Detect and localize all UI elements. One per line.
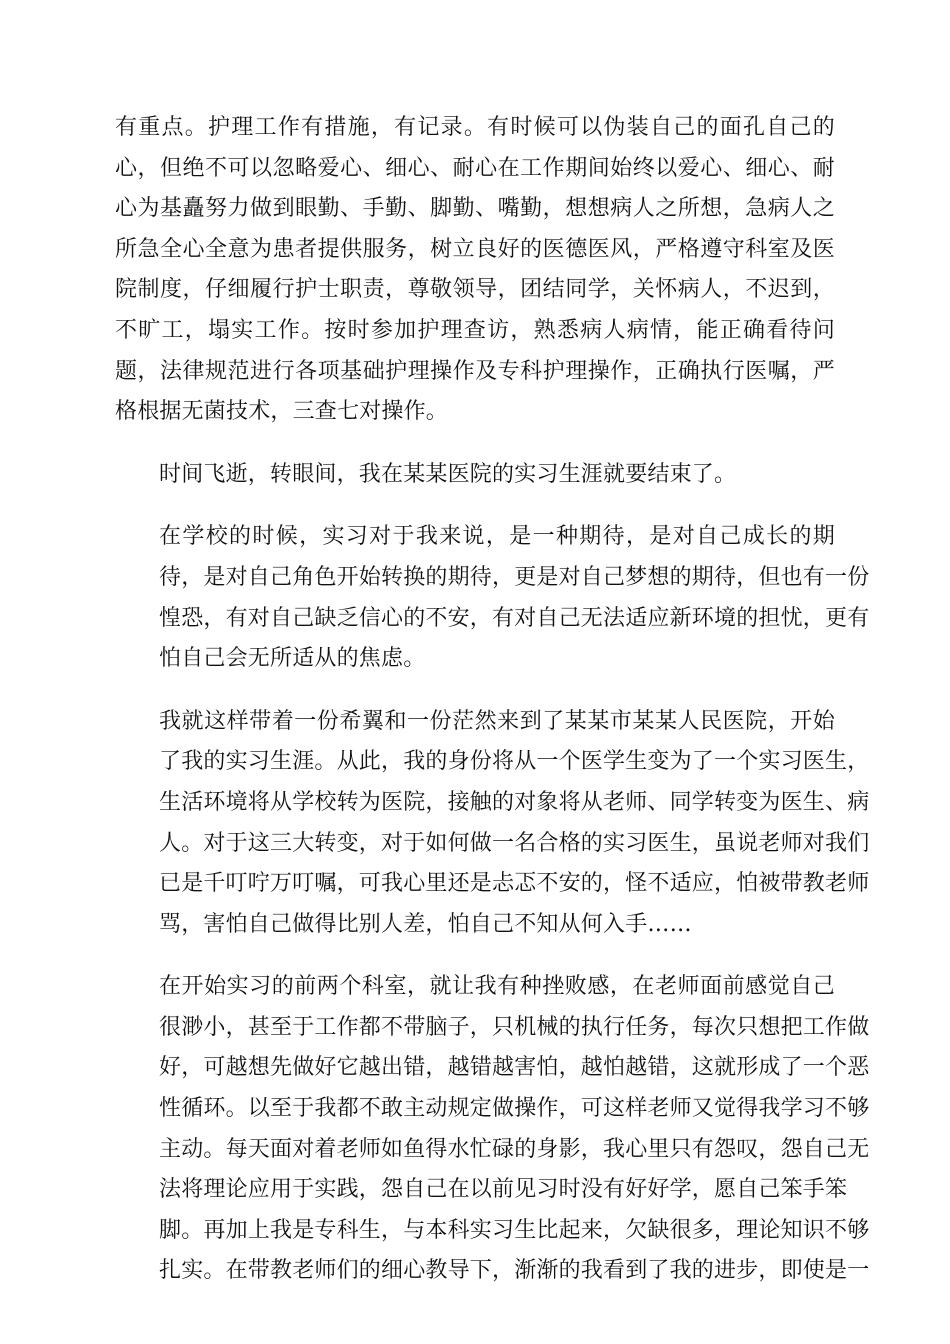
paragraph-5 [115,967,870,1292]
text-line: 已是千叮咛万叮嘱，可我心里还是忐忑不安的，怪不适应，怕被带教老师 [159,871,870,897]
text-line: 待，是对自己角色开始转换的期待，更是对自己梦想的期待，但也有一份 [159,564,870,590]
document-body [115,108,870,1314]
text-line: 有重点。护理工作有措施，有记录。有时候可以伪装自己的面孔自己的 [115,115,835,140]
text-line: 法将理论应用于实践，怨自己在以前见习时没有好好学，愿自己笨手笨 [159,1177,848,1203]
text-line: 不旷工，塌实工作。按时参加护理查访，熟悉病人病情，能正确看待问 [115,317,835,343]
text-line: 了我的实习生涯。从此，我的身份将从一个医学生变为了一个实习医生， [159,749,870,775]
text-line: 性循环。以至于我都不敢主动规定做操作，可这样老师又觉得我学习不够 [159,1096,870,1122]
paragraph-3 [115,517,870,679]
paragraph-2 [115,455,835,496]
text-line: 惶恐，有对自己缺乏信心的不安，有对自己无法适应新环境的担忧，更有 [159,605,870,631]
text-line: 好，可越想先做好它越出错，越错越害怕，越怕越错，这就形成了一个恶 [159,1055,870,1081]
text-line: 怕自己会无所适从的焦虑。 [159,646,426,672]
text-line: 格根据无菌技术，三查七对操作。 [115,399,449,425]
text-line: 题，法律规范进行各项基础护理操作及专科护理操作，正确执行医嘱，严 [115,358,835,384]
text-line: 生活环境将从学校转为医院，接触的对象将从老师、同学转变为医生、病 [159,789,870,815]
text-line: 主动。每天面对着老师如鱼得水忙碌的身影，我心里只有怨叹，怨自己无 [159,1136,870,1162]
paragraph-1 [115,108,835,433]
text-line: 人。对于这三大转变，对于如何做一名合格的实习医生，虽说老师对我们 [159,830,870,856]
text-line: 心为基矗努力做到眼勤、手勤、脚勤、嘴勤，想想病人之所想，急病人之 [115,196,835,222]
text-line: 时间飞逝，转眼间，我在某某医院的实习生涯就要结束了。 [159,461,737,487]
paragraph-4 [115,702,870,946]
text-line: 心，但绝不可以忽略爱心、细心、耐心在工作期间始终以爱心、细心、耐 [115,155,835,181]
text-line: 扎实。在带教老师们的细心教导下，渐渐的我看到了我的进步，即使是一 [159,1258,870,1284]
text-line: 在学校的时候，实习对于我来说，是一种期待，是对自己成长的期 [159,524,835,550]
text-line: 脚。再加上我是专科生，与本科实习生比起来，欠缺很多，理论知识不够 [159,1217,870,1243]
text-line: 很渺小，甚至于工作都不带脑子，只机械的执行任务，每次只想把工作做 [159,1014,870,1040]
text-line: 所急全心全意为患者提供服务，树立良好的医德医风，严格遵守科室及医 [115,236,835,262]
text-line: 骂，害怕自己做得比别人差，怕自己不知从何入手…… [159,911,692,937]
text-line: 在开始实习的前两个科室，就让我有种挫败感，在老师面前感觉自己 [159,974,835,1000]
text-line: 我就这样带着一份希翼和一份茫然来到了某某市某某人民医院，开始 [159,708,835,734]
text-line: 院制度，仔细履行护士职责，尊敬领导，团结同学，关怀病人，不迟到， [115,277,835,303]
